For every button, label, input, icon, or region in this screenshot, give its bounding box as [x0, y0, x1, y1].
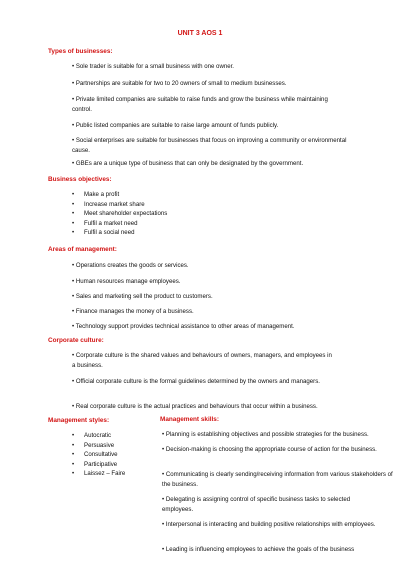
types-item: • Private limited companies are suitable to raise funds and grow the business while maintaining control.: [72, 96, 328, 113]
skills-item: • Delegating is assigning control of specific business tasks to selected employees.: [162, 496, 351, 513]
types-heading: Types of businesses:: [48, 48, 113, 55]
objective-item: • Meet shareholder expectations: [72, 209, 167, 219]
areas-item: • Sales and marketing sell the product to customers.: [72, 293, 213, 300]
areas-item: • Human resources manage employees.: [72, 278, 181, 285]
types-item: • Social enterprises are suitable for businesses that focus on improving a community or environmental cause.: [72, 137, 347, 154]
areas-item: • Technology support provides technical assistance to other areas of management.: [72, 323, 295, 330]
page-title: UNIT 3 AOS 1: [177, 30, 223, 37]
style-item: • Consultative: [72, 450, 125, 460]
types-item: • Sole trader is suitable for a small business with one owner.: [72, 63, 235, 70]
culture-item: • Official corporate culture is the formal guidelines determined by the owners and managers.: [72, 378, 320, 385]
objective-item: • Increase market share: [72, 200, 167, 210]
areas-item: • Finance manages the money of a business.: [72, 308, 194, 315]
skills-item: • Communicating is clearly sending/receiving information from various stakeholders of the business.: [162, 471, 393, 488]
style-item: • Persuasive: [72, 441, 125, 451]
areas-item: • Operations creates the goods or services.: [72, 262, 189, 269]
style-item: • Laissez – Faire: [72, 469, 125, 479]
skills-item: • Planning is establishing objectives and possible strategies for the business.: [162, 431, 369, 438]
culture-heading: Corporate culture:: [48, 337, 104, 344]
objective-item: • Fulfil a market need: [72, 219, 167, 229]
objectives-heading: Business objectives:: [48, 176, 112, 183]
styles-heading: Management styles:: [48, 417, 110, 424]
styles-list: [72, 431, 125, 479]
culture-item: • Corporate culture is the shared values and behaviours of owners, managers, and employees in a business.: [72, 352, 332, 369]
objective-item: • Make a profit: [72, 190, 167, 200]
types-item: • Public listed companies are suitable to raise large amount of funds publicly.: [72, 122, 279, 129]
skills-heading: Management skills:: [160, 416, 219, 423]
style-item: • Participative: [72, 460, 125, 470]
style-item: • Autocratic: [72, 431, 125, 441]
culture-item: • Real corporate culture is the actual practices and behaviours that occur within a business.: [72, 403, 318, 410]
skills-item: • Leading is influencing employees to achieve the goals of the business: [162, 546, 355, 553]
objectives-list: [72, 190, 167, 238]
types-item: • Partnerships are suitable for two to 20 owners of small to medium businesses.: [72, 80, 287, 87]
areas-heading: Areas of management:: [48, 246, 117, 253]
objective-item: • Fulfil a social need: [72, 228, 167, 238]
types-item: • GBEs are a unique type of business that can only be designated by the government.: [72, 160, 304, 167]
skills-item: • Decision-making is choosing the appropriate course of action for the business.: [162, 446, 377, 453]
skills-item: • Interpersonal is interacting and building positive relationships with employees.: [162, 521, 376, 528]
